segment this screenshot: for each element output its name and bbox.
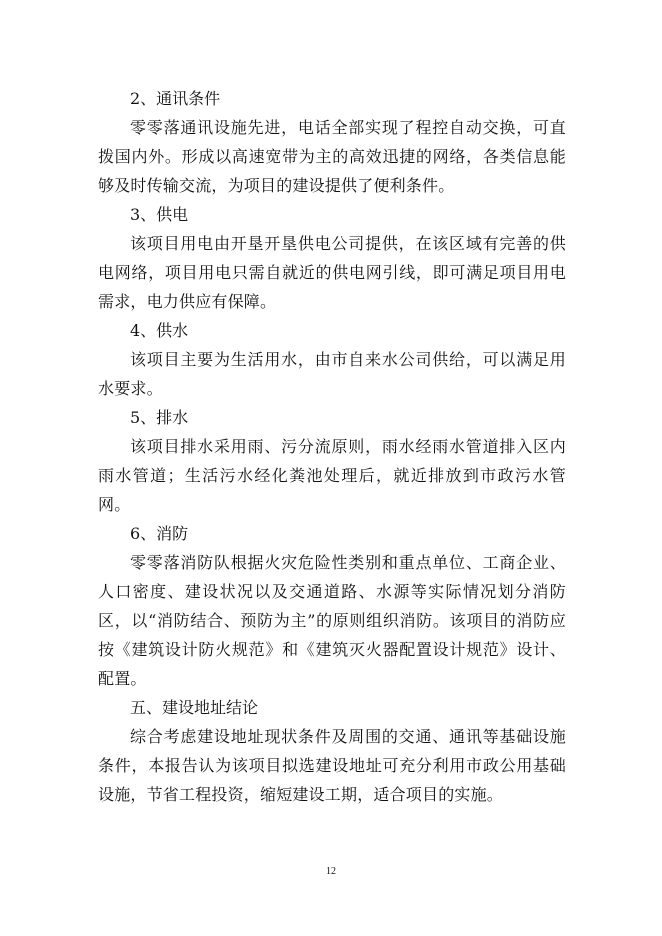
section-heading-drainage: 5、排水 xyxy=(130,408,189,427)
section-heading-power-supply: 3、供电 xyxy=(130,205,189,224)
section-heading-communication: 2、通讯条件 xyxy=(130,89,221,108)
paragraph-power-supply: 该项目用电由开垦开垦供电公司提供，在该区域有完善的供电网络，项目用电只需自就近的供电网引线，即可满足项目用电需求，电力供应有保障。 xyxy=(98,234,566,311)
section-heading-water-supply: 4、供水 xyxy=(130,321,189,340)
paragraph-communication: 零零落通讯设施先进，电话全部实现了程控自动交换，可直拨国内外。形成以高速宽带为主的高效迅捷的网络，各类信息能够及时传输交流，为项目的建设提供了便利条件。 xyxy=(98,118,566,195)
document-body xyxy=(98,84,566,809)
page-number: 12 xyxy=(326,866,336,877)
paragraph-drainage: 该项目排水采用雨、污分流原则，雨水经雨水管道排入区内雨水管道；生活污水经化粪池处理后，就近排放到市政污水管网。 xyxy=(98,437,566,514)
section-heading-fire-protection: 6、消防 xyxy=(130,524,189,543)
paragraph-water-supply: 该项目主要为生活用水，由市自来水公司供给，可以满足用水要求。 xyxy=(98,350,566,398)
paragraph-site-conclusion: 综合考虑建设地址现状条件及周围的交通、通讯等基础设施条件，本报告认为该项目拟选建设地址可充分利用市政公用基础设施，节省工程投资，缩短建设工期，适合项目的实施。 xyxy=(98,727,566,804)
section-heading-site-conclusion: 五、建设地址结论 xyxy=(130,698,259,717)
paragraph-fire-protection: 零零落消防队根据火灾危险性类别和重点单位、工商企业、人口密度、建设状况以及交通道路、水源等实际情况划分消防区，以“消防结合、预防为主”的原则组织消防。该项目的消防应按《建筑设计防火规范》和《建筑灭火器配置设计规范》设计、配置。 xyxy=(98,553,566,688)
